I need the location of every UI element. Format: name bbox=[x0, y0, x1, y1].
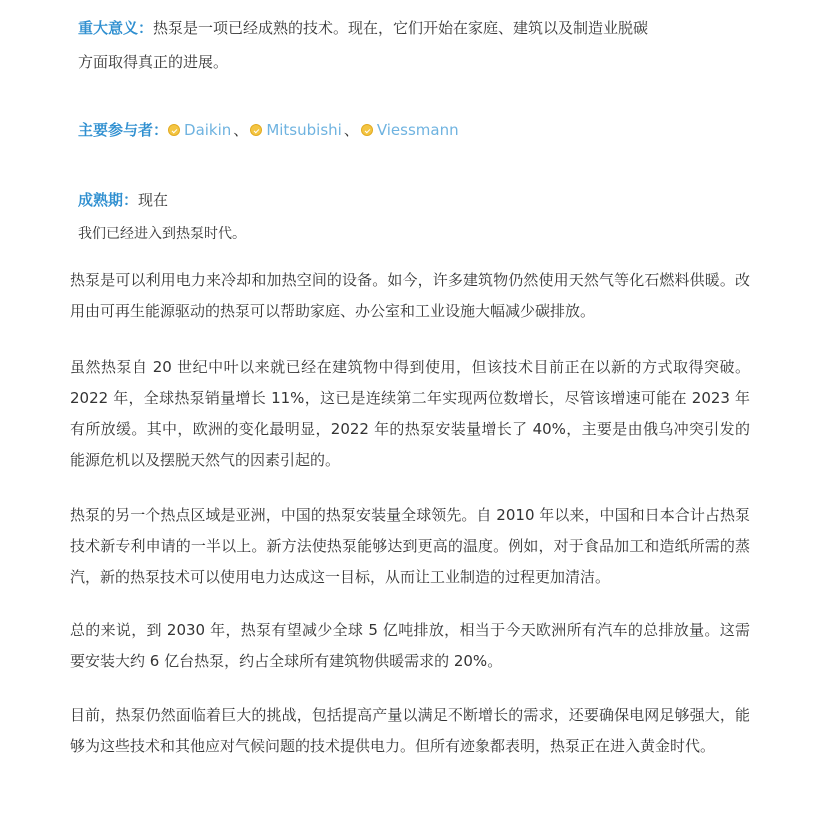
paragraph-1: 热泵是可以利用电力来冷却和加热空间的设备。如今，许多建筑物仍然使用天然气等化石燃料供暖。改用由可再生能源驱动的热泵可以帮助家庭、办公室和工业设施大幅减少碳排放。 bbox=[70, 271, 750, 320]
player-link-viessmann[interactable] bbox=[361, 114, 459, 146]
player-link-daikin[interactable] bbox=[168, 114, 231, 146]
significance-label: 重大意义： bbox=[78, 19, 154, 37]
paragraph-5: 目前，热泵仍然面临着巨大的挑战，包括提高产量以满足不断增长的需求，还要确保电网足够强大，能够为这些技术和其他应对气候问题的技术提供电力。但所有迹象都表明，热泵正在进入黄金时代。 bbox=[70, 706, 750, 755]
maturity-line bbox=[78, 184, 168, 216]
paragraph-2: 虽然热泵自 20 世纪中叶以来就已经在建筑物中得到使用，但该技术目前正在以新的方式取得突破。2022 年，全球热泵销量增长 11%，这已是连续第二年实现两位数增长，尽管该增速可能在 2023 年有所放缓。其中，欧洲的变化最明显，2022 年的热泵安装量增长了 40%，主要是由俄乌冲突引发的能源危机以及摆脱天然气的因素引起的。 bbox=[70, 358, 750, 469]
key-players-label: 主要参与者： bbox=[78, 121, 169, 139]
paragraph-4: 总的来说，到 2030 年，热泵有望减少全球 5 亿吨排放，相当于今天欧洲所有汽车的总排放量。这需要安装大约 6 亿台热泵，约占全球所有建筑物供暖需求的 20%。 bbox=[70, 621, 750, 670]
separator: 、 bbox=[343, 121, 359, 139]
paragraph-3: 热泵的另一个热点区域是亚洲，中国的热泵安装量全球领先。自 2010 年以来，中国和日本合计占热泵技术新专利申请的一半以上。新方法使热泵能够达到更高的温度。例如，对于食品加工和造纸所需的蒸汽，新的热泵技术可以使用电力达成这一目标，从而让工业制造的过程更加清洁。 bbox=[70, 506, 750, 586]
maturity-value: 现在 bbox=[138, 191, 169, 209]
player-link-mitsubishi[interactable] bbox=[250, 114, 342, 146]
company-coin-icon bbox=[250, 124, 262, 136]
company-coin-icon bbox=[168, 124, 180, 136]
player-name: Viessmann bbox=[376, 121, 459, 139]
maturity-label: 成熟期： bbox=[78, 191, 139, 209]
significance-text-2: 方面取得真正的进展。 bbox=[78, 53, 229, 71]
significance-text-1: 热泵是一项已经成熟的技术。现在，它们开始在家庭、建筑以及制造业脱碳 bbox=[153, 19, 649, 37]
company-coin-icon bbox=[361, 124, 373, 136]
separator: 、 bbox=[233, 121, 249, 139]
significance-line-2 bbox=[78, 46, 228, 78]
player-name: Daikin bbox=[184, 121, 232, 139]
key-players-line bbox=[78, 114, 459, 146]
player-name: Mitsubishi bbox=[266, 121, 342, 139]
significance-line-1 bbox=[78, 12, 648, 44]
maturity-note: 我们已经进入到热泵时代。 bbox=[78, 226, 246, 242]
